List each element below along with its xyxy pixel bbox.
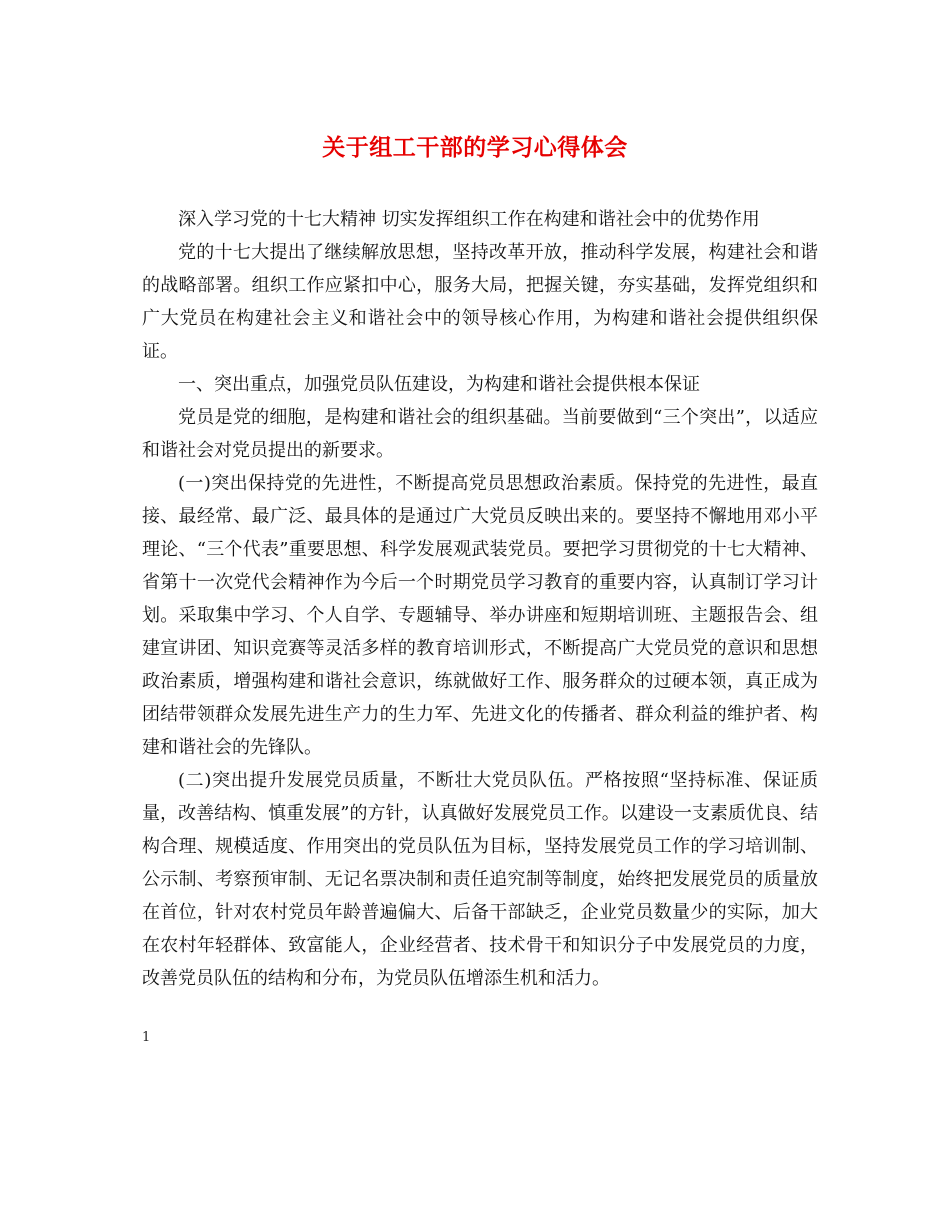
page-number: 1 (142, 1030, 151, 1045)
section-heading-1: 一、突出重点，加强党员队伍建设，为构建和谐社会提供根本保证 (178, 374, 700, 395)
paragraph-section-1-intro: 党员是党的细胞，是构建和谐社会的组织基础。当前要做到“三个突出”，以适应和谐社会对党员提出的新要求。 (142, 407, 818, 461)
paragraph-item-2: (二)突出提升发展党员质量，不断壮大党员队伍。严格按照“坚持标准、保证质量，改善结构、慎重发展”的方针，认真做好发展党员工作。以建设一支素质优良、结构合理、规模适度、作用突出的党员队伍为目标，坚持发展党员工作的学习培训制、公示制、考察预审制、无记名票决制和责任追究制等制度，始终把发展党员的质量放在首位，针对农村党员年龄普遍偏大、后备干部缺乏，企业党员数量少的实际，加大在农村年轻群体、致富能人，企业经营者、技术骨干和知识分子中发展党员的力度，改善党员队伍的结构和分布，为党员队伍增添生机和活力。 (142, 770, 818, 989)
paragraph-item-1: (一)突出保持党的先进性，不断提高党员思想政治素质。保持党的先进性，最直接、最经常、最广泛、最具体的是通过广大党员反映出来的。要坚持不懈地用邓小平理论、“三个代表”重要思想、科学发展观武装党员。要把学习贯彻党的十七大精神、省第十一次党代会精神作为今后一个时期党员学习教育的重要内容，认真制订学习计划。采取集中学习、个人自学、专题辅导、举办讲座和短期培训班、主题报告会、组建宣讲团、知识竞赛等灵活多样的教育培训形式，不断提高广大党员党的意识和思想政治素质，增强构建和谐社会意识，练就做好工作、服务群众的过硬本领，真正成为团结带领群众发展先进生产力的生力军、先进文化的传播者、群众利益的维护者、构建和谐社会的先锋队。 (142, 473, 818, 758)
document-title: 关于组工干部的学习心得体会 (322, 134, 628, 161)
paragraph-intro: 党的十七大提出了继续解放思想，坚持改革开放，推动科学发展，构建社会和谐的战略部署。组织工作应紧扣中心，服务大局，把握关键，夯实基础，发挥党组织和广大党员在构建社会主义和谐社会中的领导核心作用，为构建和谐社会提供组织保证。 (142, 242, 818, 362)
paragraph-subtitle: 深入学习党的十七大精神 切实发挥组织工作在构建和谐社会中的优势作用 (178, 209, 760, 230)
document-body (142, 203, 818, 995)
